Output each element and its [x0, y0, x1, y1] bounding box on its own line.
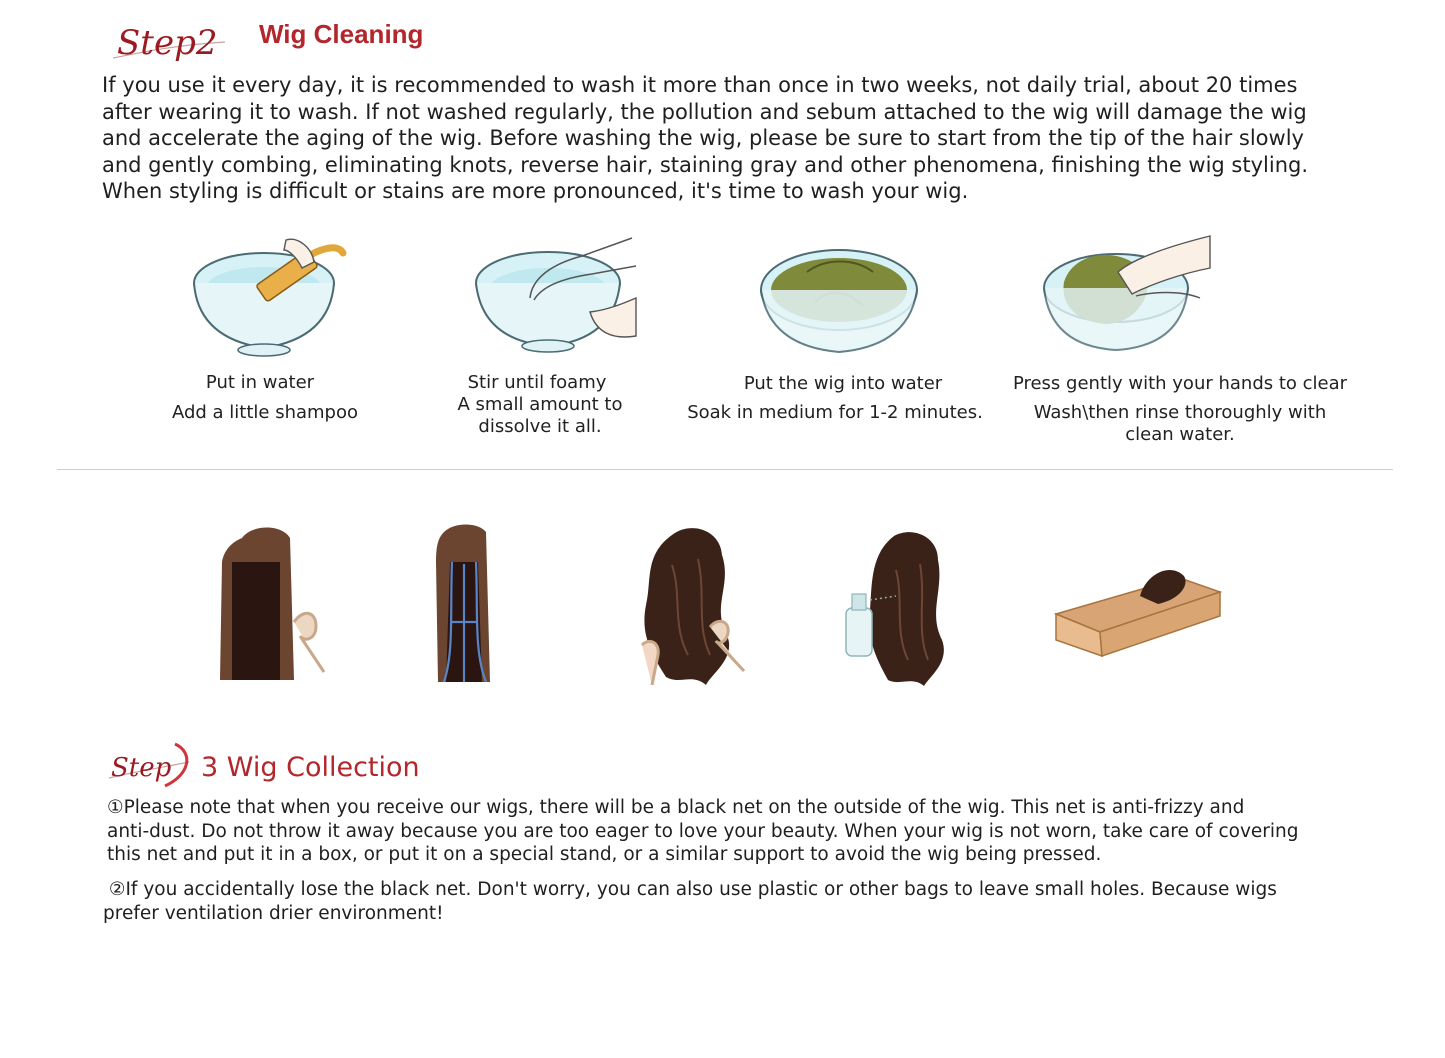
- step-caption-1: [140, 372, 390, 424]
- caption-line: clean water.: [1125, 424, 1235, 445]
- svg-text:Step2: Step2: [117, 23, 218, 63]
- step2-heading: [105, 14, 435, 68]
- bowl-stir-icon: [472, 228, 652, 358]
- bowl-shampoo-icon: [188, 228, 368, 363]
- step3-script-logo: [105, 740, 197, 790]
- step3-heading: [105, 740, 445, 790]
- bowl-press-icon: [1040, 228, 1220, 363]
- step-caption-3: [680, 373, 990, 424]
- wig-box-icon: [1050, 552, 1225, 664]
- note-line: ①Please note that when you receive our wigs, there will be a black net on the outside of the wig. This net is anti-frizzy and: [107, 797, 1245, 818]
- svg-text:Step: Step: [111, 753, 172, 783]
- wig-comb-straight-icon: [212, 522, 337, 687]
- note-line: anti-dust. Do not throw it away because you are too eager to love your beauty. When your wig is not worn, take care of covering: [107, 820, 1299, 842]
- step-caption-4: [1005, 373, 1355, 446]
- caption-line: Put the wig into water: [743, 373, 943, 394]
- caption-line: Stir until foamy: [467, 372, 607, 393]
- note-line: ②If you accidentally lose the black net. Don't worry, you can also use plastic or other bags to leave small holes. Because wigs: [103, 879, 1277, 900]
- step3-note-1: [107, 796, 1407, 867]
- caption-line: Wash\then rinse thoroughly with: [1033, 402, 1327, 423]
- paragraph-line: after wearing it to wash. If not washed regularly, the pollution and sebum attached to the wig will damage the wig: [102, 99, 1307, 124]
- step2-title: Wig Cleaning: [259, 19, 424, 49]
- wig-on-stand-icon: [430, 522, 500, 687]
- wig-comb-wavy-icon: [632, 525, 757, 690]
- paragraph-line: and gently combing, eliminating knots, reverse hair, staining gray and other phenomena, finishing the wig styling.: [102, 152, 1309, 177]
- caption-line: A small amount to: [457, 394, 623, 415]
- wig-spray-icon: [840, 530, 965, 690]
- paragraph-line: If you use it every day, it is recommended to wash it more than once in two weeks, not daily trial, about 20 times: [102, 73, 1298, 97]
- section-divider: [57, 469, 1393, 470]
- caption-line: Soak in medium for 1-2 minutes.: [687, 402, 983, 423]
- step3-note-2: [103, 878, 1403, 925]
- caption-line: Press gently with your hands to clear: [1012, 373, 1348, 394]
- paragraph-line: and accelerate the aging of the wig. Before washing the wig, please be sure to start from the tip of the hair slowly: [102, 126, 1304, 150]
- caption-line: dissolve it all.: [478, 416, 602, 437]
- note-line: this net and put it in a box, or put it on a special stand, or a similar support to avoid the wig being pressed.: [107, 844, 1102, 865]
- step-caption-2: [420, 372, 660, 438]
- step2-paragraph: [102, 72, 1362, 205]
- step3-title: 3 Wig Collection: [201, 752, 420, 783]
- note-line: prefer ventilation drier environment!: [103, 902, 444, 924]
- step2-script-logo: [105, 14, 255, 68]
- paragraph-line: When styling is difficult or stains are more pronounced, it's time to wash your wig.: [102, 179, 969, 203]
- caption-line: Put in water: [205, 372, 315, 393]
- bowl-wig-soak-icon: [755, 232, 930, 357]
- caption-line: Add a little shampoo: [171, 402, 359, 423]
